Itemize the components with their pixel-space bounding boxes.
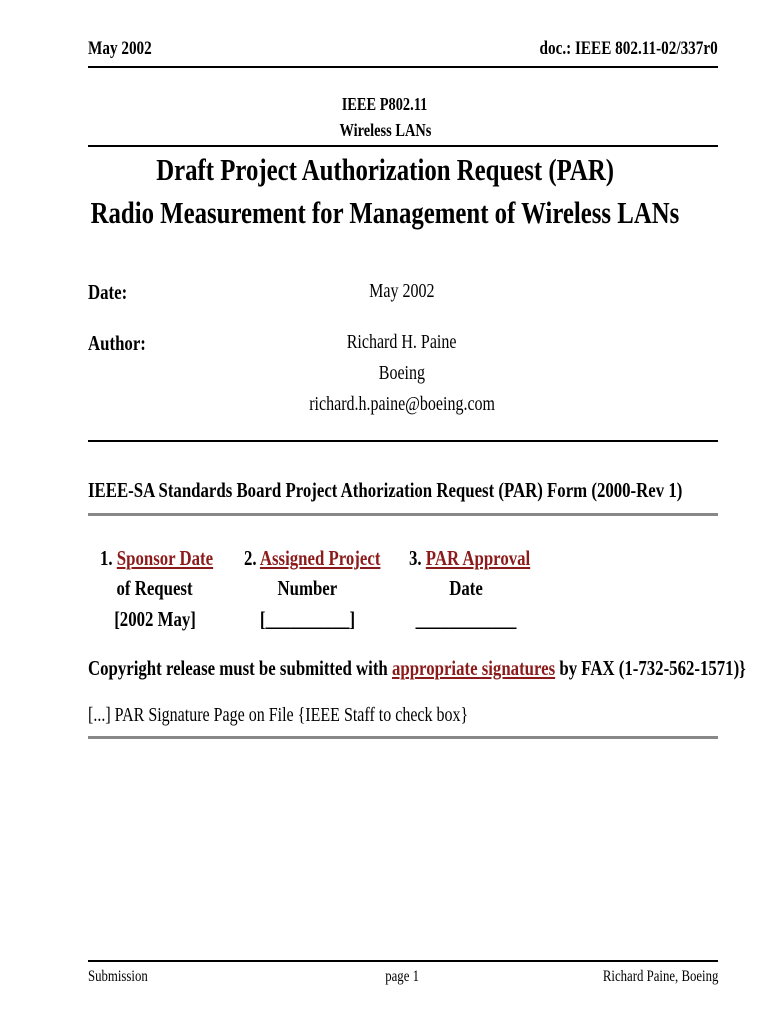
form-bottom-rule [88, 736, 718, 739]
assigned-project-link[interactable]: Assigned Project [259, 546, 381, 570]
author-email[interactable]: richard.h.paine@boeing.com [309, 393, 495, 415]
header-date: May 2002 [88, 38, 152, 59]
header-rule [88, 66, 718, 68]
page-title-line-2: Radio Measurement for Management of Wireless LANs [90, 195, 680, 230]
author-org: Boeing [378, 362, 426, 384]
field-par-approval-value[interactable]: ____________ [415, 607, 517, 631]
date-label: Date: [88, 280, 128, 304]
sponsor-date-link[interactable]: Sponsor Date [116, 546, 214, 570]
field-sponsor-date-value[interactable]: [2002 May] [114, 607, 196, 631]
field-assigned-project-line2: Number [277, 576, 337, 600]
org-line-2: Wireless LANs [339, 120, 431, 140]
author-name: Richard H. Paine [347, 331, 457, 353]
copyright-notice: Copyright release must be submitted with appropriate signatures by FAX (1-732-562-1571)} [88, 656, 746, 680]
author-label: Author: [88, 331, 146, 355]
field-assigned-project-value[interactable]: [__________] [259, 607, 355, 631]
appropriate-signatures-link[interactable]: appropriate signatures [391, 656, 556, 680]
date-value: May 2002 [369, 280, 435, 302]
form-heading-rule [88, 513, 718, 516]
par-approval-link[interactable]: PAR Approval [425, 546, 531, 570]
footer-page-number: page 1 [385, 968, 419, 985]
field-sponsor-date-line2: of Request [116, 576, 194, 600]
form-heading: IEEE-SA Standards Board Project Athorization Request (PAR) Form (2000-Rev 1) [88, 478, 683, 502]
org-line-1: IEEE P802.11 [342, 94, 428, 114]
section-rule [88, 440, 718, 442]
field-sponsor-date-label: 1. Sponsor Date [100, 546, 214, 570]
title-top-rule [88, 145, 718, 147]
field-par-approval-line2: Date [449, 576, 483, 600]
field-assigned-project-label: 2. Assigned Project [244, 546, 381, 570]
header-doc-id: doc.: IEEE 802.11-02/337r0 [539, 38, 718, 59]
field-par-approval-label: 3. PAR Approval [409, 546, 531, 570]
page-title-line-1: Draft Project Authorization Request (PAR) [156, 152, 614, 187]
footer-right: Richard Paine, Boeing [602, 968, 718, 985]
signature-page-note: [...] PAR Signature Page on File {IEEE Staff to check box} [88, 704, 469, 726]
footer-left: Submission [88, 968, 148, 985]
footer-rule [88, 960, 718, 962]
